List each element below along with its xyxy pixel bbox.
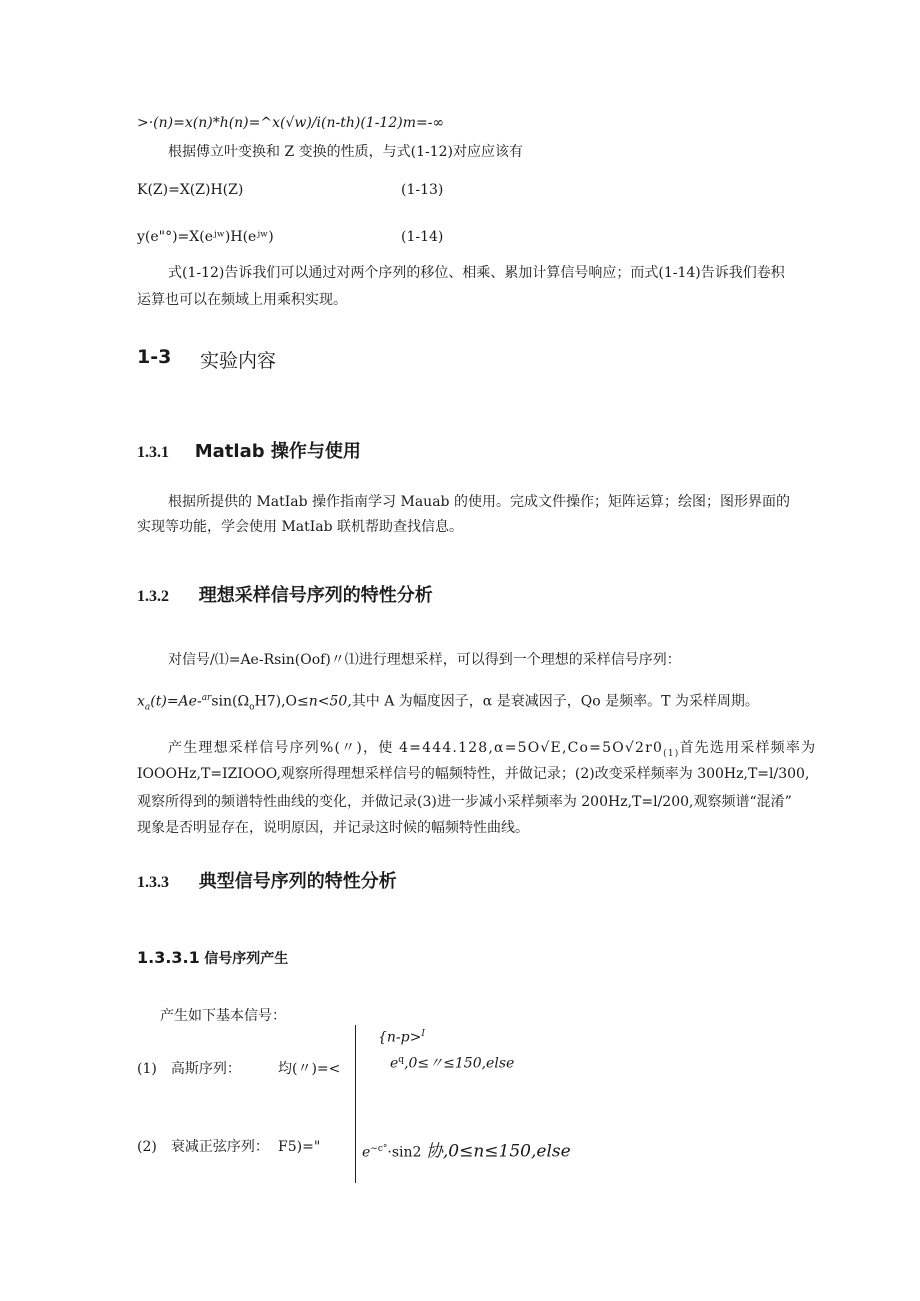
section-1-3-3-number: 1.3.3 xyxy=(137,874,169,891)
piecewise-brace-line xyxy=(355,1025,356,1183)
paragraph-sampling-task-line1 xyxy=(168,738,816,764)
damped-sine-expression xyxy=(362,1139,571,1163)
xa-subscript: a xyxy=(144,702,151,713)
xa-equation: (t)=Ae- xyxy=(150,693,202,710)
equation-1-12: >·(n)=x(n)*h(n)=^x(√w)/i(n-th)(1-12)m=-∞ xyxy=(137,115,445,131)
signal-1-label: (1) 高斯序列： xyxy=(137,1061,241,1077)
sampled-signal-definition xyxy=(137,688,759,717)
section-1-3-2-heading xyxy=(137,581,433,607)
task-line1-end: 首先选用采样频率为 xyxy=(679,740,817,756)
section-1-3-3-heading xyxy=(137,867,397,893)
xa-description: 其中 A 为幅度因子，α 是衰减因子，Qo 是频率。T 为采样周期。 xyxy=(351,693,759,710)
task-line1-subscript: (1) xyxy=(663,748,680,759)
section-1-3-3-1-title: 信号序列产生 xyxy=(204,951,289,967)
section-1-3-2-title: 理想采样信号序列的特性分析 xyxy=(198,585,433,606)
section-1-3-1-title: Matlab 操作与使用 xyxy=(194,441,361,462)
signal-2-function: F5)=" xyxy=(278,1139,321,1155)
section-1-3-3-title: 典型信号序列的特性分析 xyxy=(198,871,397,892)
signals-intro: 产生如下基本信号： xyxy=(160,1008,286,1024)
damped-e: e xyxy=(362,1144,371,1161)
signal-1-function: 均(〃)=< xyxy=(278,1061,341,1077)
xa-symbol: x xyxy=(137,693,145,710)
section-1-3-3-1-heading xyxy=(137,948,288,968)
damped-condition: 协,0≤n≤150,else xyxy=(425,1141,571,1162)
gaussian-e: e xyxy=(390,1055,399,1072)
xa-exponent: ar xyxy=(201,693,212,703)
paragraph-transform: 根据傅立叶变换和 Z 变换的性质，与式(1-12)对应应该有 xyxy=(168,144,524,160)
paragraph-matlab-line1: 根据所提供的 MatIab 操作指南学习 Mauab 的使用。完成文件操作；矩阵运算；绘图；图形界面的 xyxy=(168,494,790,510)
gaussian-expression xyxy=(390,1050,514,1074)
task-line1-text: 产生理想采样信号序列%(〃)，使 4=444.128,α=5O√E,Co=5O√2r0 xyxy=(168,740,664,756)
paragraph-sampling-task-line4: 现象是否明显存在，说明原因，并记录这时候的幅频特性曲线。 xyxy=(137,820,529,836)
equation-number-1-13: (1-13) xyxy=(401,182,444,198)
section-1-3-number: 1-3 xyxy=(137,346,172,368)
gaussian-top-sup: I xyxy=(421,1029,425,1039)
gaussian-condition: ,0≤〃≤150,else xyxy=(404,1055,515,1072)
paragraph-convolution-line1: 式(1-12)告诉我们可以通过对两个序列的移位、相乘、累加计算信号响应；而式(1-14)告诉我们卷积 xyxy=(168,265,785,281)
paragraph-sampling-task-line2: IOOOHz,T=IZIOOO,观察所得理想采样信号的幅频特性，并做记录；(2)改变采样频率为 300Hz,T=l/300, xyxy=(137,766,810,782)
section-1-3-2-number: 1.3.2 xyxy=(137,588,169,605)
section-1-3-1-heading xyxy=(137,437,361,463)
xa-rest: H7),O≤ xyxy=(254,693,309,710)
xa-sin: sin(Ω xyxy=(211,693,250,710)
section-1-3-1-number: 1.3.1 xyxy=(137,444,169,461)
gaussian-top-text: {n-p> xyxy=(378,1029,422,1046)
equation-1-13: K(Z)=X(Z)H(Z) xyxy=(137,182,244,198)
equation-1-14: y(e"°)=X(eʲʷ)H(eʲʷ) xyxy=(137,229,274,245)
xa-omega-subscript: o xyxy=(249,702,255,713)
equation-number-1-14: (1-14) xyxy=(401,229,444,245)
damped-sin: ·sin2 xyxy=(387,1144,426,1161)
section-1-3-title: 实验内容 xyxy=(200,350,277,372)
signal-2-label: (2) 衰减正弦序列： xyxy=(137,1139,269,1155)
section-1-3-3-1-number: 1.3.3.1 xyxy=(137,948,200,967)
gaussian-top-expr xyxy=(378,1024,425,1048)
damped-exponent: ~c° xyxy=(370,1144,388,1154)
gaussian-exponent: q xyxy=(398,1055,405,1065)
paragraph-convolution-line2: 运算也可以在频域上用乘积实现。 xyxy=(137,292,347,308)
paragraph-matlab-line2: 实现等功能，学会使用 MatIab 联机帮助查找信息。 xyxy=(137,519,464,535)
xa-condition: n<50, xyxy=(308,693,352,710)
paragraph-sampling-task-line3: 观察所得到的频谱特性曲线的变化，并做记录(3)进一步减小采样频率为 200Hz,T=l/200,观察频谱“混淆” xyxy=(137,794,792,810)
paragraph-sampling-line1: 对信号/⑴=Ae-Rsin(Oof)〃⑴进行理想采样，可以得到一个理想的采样信号序列： xyxy=(168,652,681,668)
